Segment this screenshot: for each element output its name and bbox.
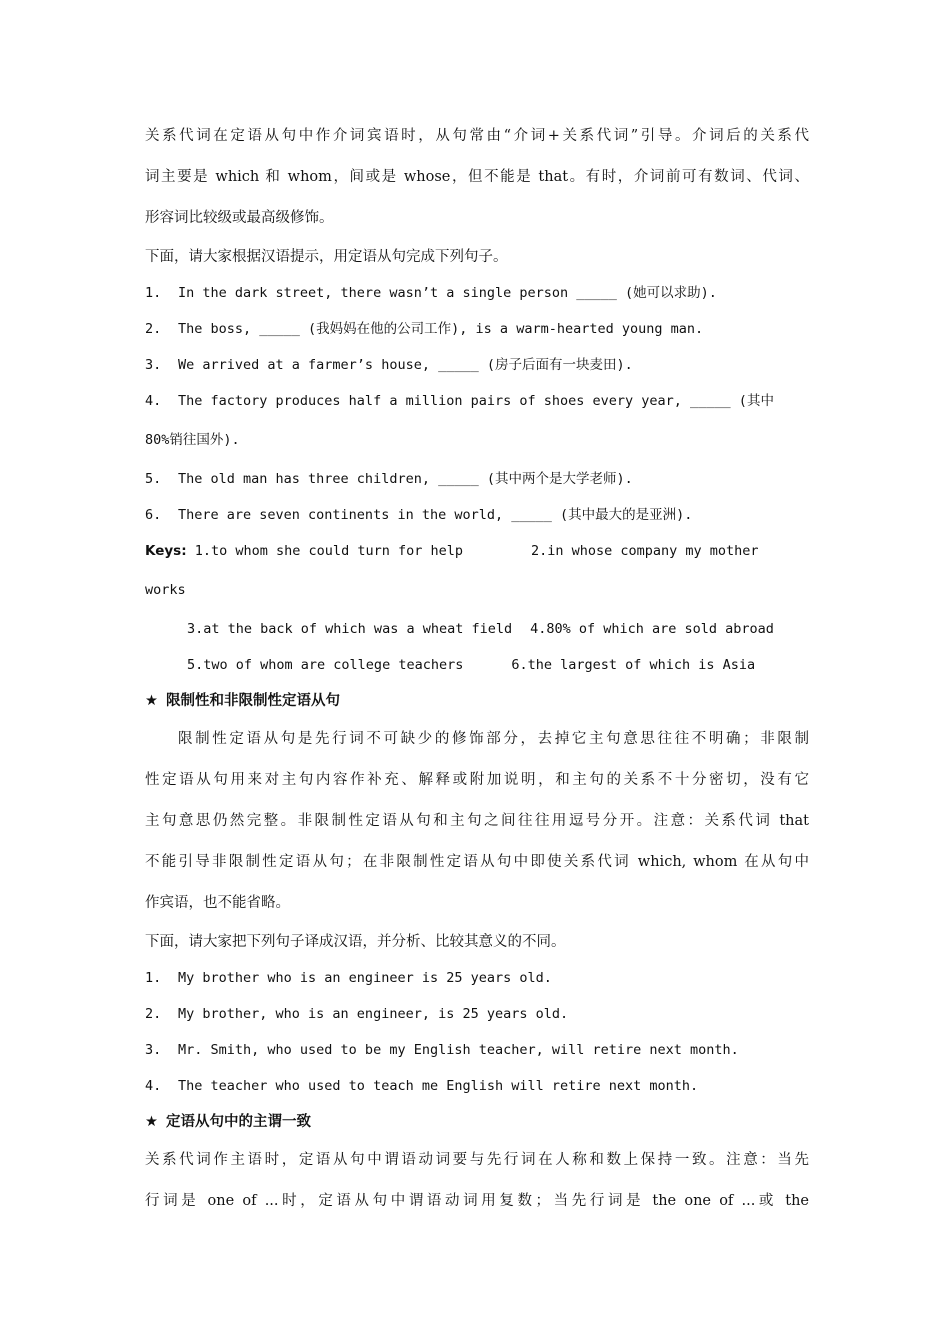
- section2-para-line-3: 主句意思仍然完整。非限制性定语从句和主句之间往往用逗号分开。注意：关系代词 that: [145, 813, 809, 829]
- translation-sentence: [145, 1068, 809, 1104]
- exercise-instruction: 下面，请大家根据汉语提示，用定语从句完成下列句子。: [145, 249, 508, 265]
- exercise-number: 1.: [145, 285, 162, 301]
- exercise-text: The old man has three children, _____ (其中两个是大学老师).: [178, 471, 633, 487]
- section2-instruction: 下面，请大家把下列句子译成汉语，并分析、比较其意义的不同。: [145, 934, 566, 950]
- key-answer: 4.80% of which are sold abroad: [530, 621, 774, 637]
- section3-line-2: 行词是 one of ...时，定语从句中谓语动词用复数；当先行词是 the one of ...或 the: [145, 1193, 809, 1209]
- exercise-item: [145, 461, 809, 497]
- keys-row-3: [145, 647, 809, 683]
- sentence-text: My brother, who is an engineer, is 25 years old.: [178, 1006, 569, 1022]
- key-answer: 1.to whom she could turn for help: [194, 543, 463, 559]
- sentence-number: 1.: [145, 970, 162, 986]
- exercise-text: The factory produces half a million pairs of shoes every year, _____ (其中: [178, 393, 774, 409]
- section2-para-line-5: 作宾语，也不能省略。: [145, 895, 290, 911]
- key-answer: 3.at the back of which was a wheat field: [187, 621, 513, 637]
- sentence-text: The teacher who used to teach me English will retire next month.: [178, 1078, 699, 1094]
- section-title: 定语从句中的主谓一致: [166, 1114, 311, 1130]
- section-heading-agreement: [145, 1104, 809, 1140]
- sentence-number: 3.: [145, 1042, 162, 1058]
- exercise-text: In the dark street, there wasn’t a single person _____ (她可以求助).: [178, 285, 717, 301]
- exercise-text: We arrived at a farmer’s house, _____ (房子后面有一块麦田).: [178, 357, 633, 373]
- section2-para-line-2: 性定语从句用来对主句内容作补充、解释或附加说明，和主句的关系不十分密切，没有它: [145, 772, 809, 788]
- exercise-text: There are seven continents in the world, _____ (其中最大的是亚洲).: [178, 507, 693, 523]
- intro-line-1: 关系代词在定语从句中作介词宾语时，从句常由“介词+关系代词”引导。介词后的关系代: [145, 128, 809, 144]
- key-answer: 6.the largest of which is Asia: [511, 657, 756, 673]
- sentence-text: My brother who is an engineer is 25 years old.: [178, 970, 552, 986]
- exercise-item: [145, 275, 809, 311]
- exercise-item: [145, 347, 809, 383]
- section2-para-line-1: 限制性定语从句是先行词不可缺少的修饰部分，去掉它主句意思往往不明确；非限制: [178, 731, 809, 747]
- section-title: 限制性和非限制性定语从句: [166, 693, 340, 709]
- exercise-number: 6.: [145, 507, 162, 523]
- keys-row-1-continued: works: [145, 582, 186, 598]
- section-heading-restrictive: [145, 683, 809, 719]
- keys-label: Keys:: [145, 543, 187, 559]
- sentence-number: 4.: [145, 1078, 162, 1094]
- exercise-item: [145, 497, 809, 533]
- sentence-number: 2.: [145, 1006, 162, 1022]
- translation-sentence: [145, 960, 809, 996]
- exercise-item: [145, 311, 809, 347]
- intro-line-3: 形容词比较级或最高级修饰。: [145, 210, 334, 226]
- exercise-number: 2.: [145, 321, 162, 337]
- section3-line-1: 关系代词作主语时，定语从句中谓语动词要与先行词在人称和数上保持一致。注意：当先: [145, 1152, 809, 1168]
- exercise-number: 3.: [145, 357, 162, 373]
- exercise-text: The boss, _____ (我妈妈在他的公司工作), is a warm-hearted young man.: [178, 321, 704, 337]
- section2-para-line-4: 不能引导非限制性定语从句；在非限制性定语从句中即使关系代词 which, whom 在从句中: [145, 854, 809, 870]
- document-page: [145, 116, 809, 1222]
- exercise-number: 5.: [145, 471, 162, 487]
- key-answer: 2.in whose company my mother: [530, 543, 759, 559]
- exercise-number: 4.: [145, 393, 162, 409]
- star-icon: ★: [145, 693, 158, 709]
- sentence-text: Mr. Smith, who used to be my English teacher, will retire next month.: [178, 1042, 739, 1058]
- key-answer: 5.two of whom are college teachers: [187, 657, 464, 673]
- translation-sentence: [145, 996, 809, 1032]
- translation-sentence: [145, 1032, 809, 1068]
- intro-line-2: 词主要是 which 和 whom，间或是 whose，但不能是 that。有时，介词前可有数词、代词、: [145, 169, 809, 185]
- exercise-item-continued: 80%销往国外).: [145, 432, 240, 448]
- star-icon: ★: [145, 1114, 158, 1130]
- exercise-item: [145, 383, 809, 419]
- keys-row-1: [145, 533, 809, 569]
- keys-row-2: [145, 611, 809, 647]
